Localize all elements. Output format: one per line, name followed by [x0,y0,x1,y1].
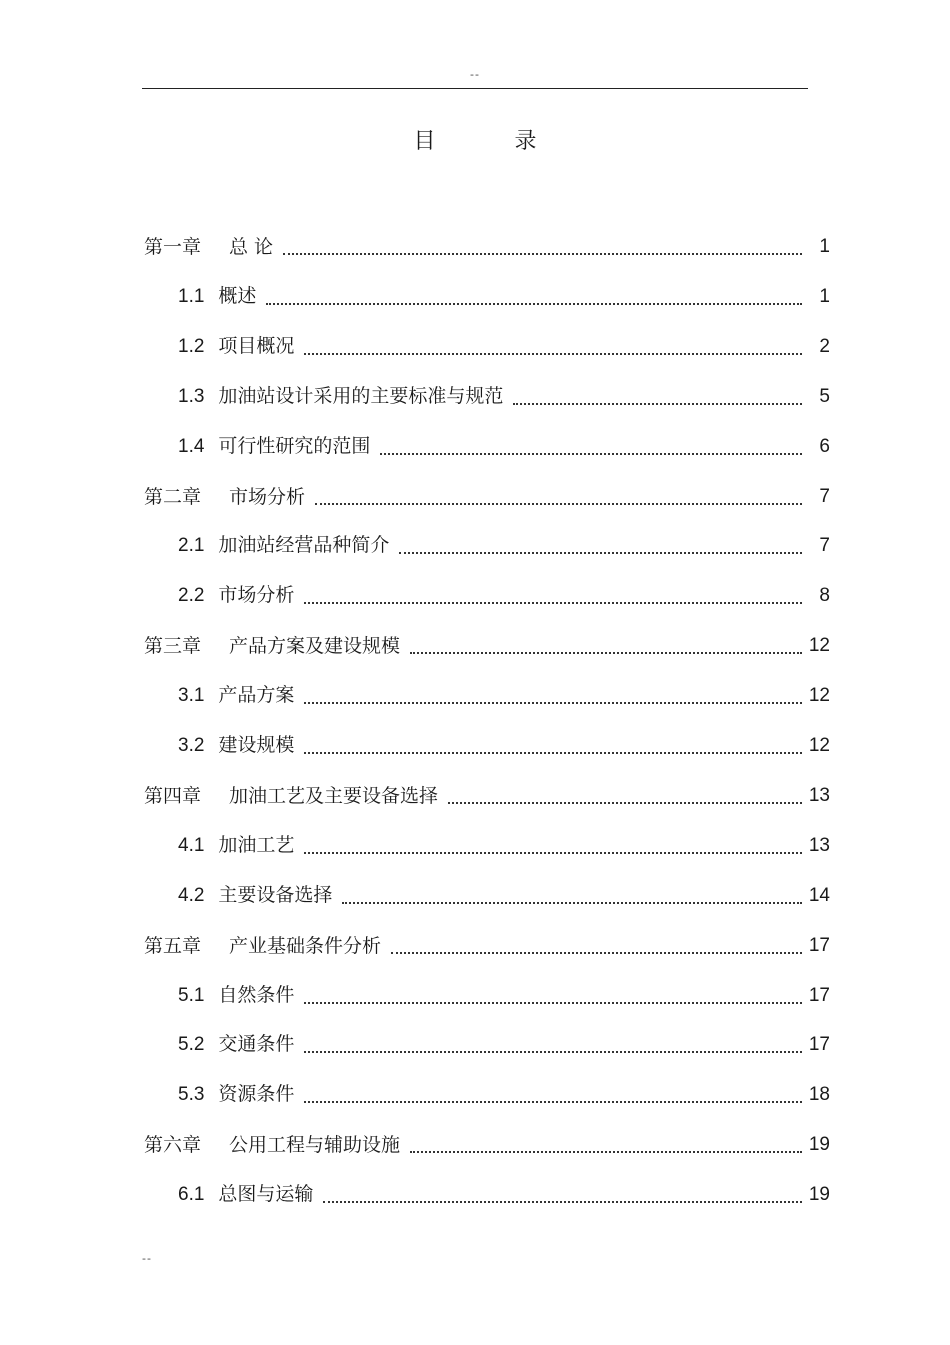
toc-entry-number: 1.4 [178,435,205,457]
toc-entry-number: 1.2 [178,335,205,357]
toc-entry-page: 17 [808,984,830,1006]
toc-entry-page: 13 [808,834,830,856]
toc-entry-number: 6.1 [178,1184,205,1206]
toc-entry-number: 2.1 [178,535,205,557]
footer-mark: -- [142,1252,152,1265]
dot-leader [391,952,802,954]
toc-entry-title: 概述 [218,284,257,307]
dot-leader [266,303,802,305]
toc-entry[interactable] [0,871,950,909]
dot-leader [304,1002,802,1004]
toc-entry-label [178,882,342,909]
toc-entry-title: 市场分析 [218,584,295,607]
dot-leader [304,1101,802,1103]
toc-entry-number: 1.1 [178,285,205,307]
toc-entry-number: 1.3 [178,385,205,407]
toc-entry-title: 主要设备选择 [218,883,333,906]
toc-entry-page: 12 [808,685,830,707]
dot-leader [410,652,802,654]
toc-entry[interactable] [0,721,950,759]
toc-entry-title: 加油站经营品种简介 [218,534,390,557]
toc-entry-title: 公用工程与辅助设施 [229,1134,401,1157]
toc-entry-label [144,484,315,510]
toc-entry-number: 第四章 [144,784,202,807]
toc-entry-label [178,532,399,559]
toc-entry[interactable] [0,921,950,959]
header-mark: -- [470,68,480,81]
toc-entry-page: 8 [819,585,830,607]
toc-entry[interactable] [0,821,950,859]
toc-entry-title: 产品方案及建设规模 [229,635,401,658]
toc-entry-title: 可行性研究的范围 [218,434,371,457]
toc-entry-page: 2 [819,335,830,357]
dot-leader [304,752,802,754]
toc-entry-label [178,383,513,410]
toc-entry-page: 18 [808,1084,830,1106]
toc-entry-page: 1 [819,236,830,257]
toc-entry-label [178,433,380,460]
toc-entry-number: 4.2 [178,884,205,906]
toc-entry[interactable] [0,1070,950,1108]
toc-entry[interactable] [0,771,950,809]
toc-entry-label [144,783,448,809]
toc-entry-label [178,1081,304,1108]
toc-entry[interactable] [0,671,950,709]
toc-entry-label [178,682,304,709]
toc-entry-title: 自然条件 [218,983,295,1006]
toc-entry-page: 19 [808,1184,830,1206]
toc-entry[interactable] [0,521,950,559]
toc-entry-label [178,582,304,609]
toc-entry-number: 5.2 [178,1034,205,1056]
toc-entry[interactable] [0,1170,950,1208]
toc-entry[interactable] [0,322,950,360]
dot-leader [304,702,802,704]
toc-entry-title: 产业基础条件分析 [229,934,382,957]
toc-entry-number: 5.3 [178,1084,205,1106]
dot-leader [513,403,802,405]
toc-entry-number: 第五章 [144,934,202,957]
toc-entry-label [178,1031,304,1058]
toc-entry-page: 12 [808,635,830,657]
toc-entry-page: 7 [819,535,830,557]
dot-leader [304,852,802,854]
toc-entry-number: 第六章 [144,1134,202,1157]
dot-leader [304,1051,802,1053]
dot-leader [304,602,802,604]
toc-entry-number: 5.1 [178,984,205,1006]
toc-entry-page: 1 [819,285,830,307]
toc-entry-page: 17 [808,1034,830,1056]
toc-entry-label [178,732,304,759]
toc-entry-page: 13 [808,784,830,806]
dot-leader [304,353,802,355]
dot-leader [342,902,802,904]
toc-entry-title: 市场分析 [229,485,306,508]
header-rule [142,88,808,89]
toc-entry-page: 7 [819,485,830,507]
toc-entry-page: 17 [808,934,830,956]
toc-entry-number: 第二章 [144,485,202,508]
toc-entry[interactable] [0,621,950,659]
toc-entry-number: 3.2 [178,735,205,756]
toc-entry-number: 第三章 [144,635,202,658]
toc-entry-title: 交通条件 [218,1033,295,1056]
toc-entry-label [144,234,283,260]
toc-entry[interactable] [0,1020,950,1058]
toc-entry-title: 总图与运输 [218,1183,314,1206]
toc-entry[interactable] [0,571,950,609]
dot-leader [410,1151,802,1153]
dot-leader [380,453,802,455]
toc-entry-page: 19 [808,1134,830,1156]
toc-entry-title: 产品方案 [218,684,295,707]
toc-entry-title: 建设规模 [218,734,295,756]
toc-entry-title: 加油工艺及主要设备选择 [229,784,439,807]
toc-entry-title: 项目概况 [218,334,295,357]
toc-entry-title: 资源条件 [218,1083,295,1106]
toc-entry[interactable] [0,372,950,410]
toc-entry-label [178,832,304,859]
toc-entry-number: 2.2 [178,585,205,607]
toc-entry[interactable] [0,272,950,310]
toc-entry-page: 14 [808,884,830,906]
toc-entry[interactable] [0,971,950,1009]
toc-entry[interactable] [0,472,950,510]
toc-entry-label [144,1132,410,1158]
toc-entry[interactable] [0,422,950,460]
toc-entry-page: 6 [819,435,830,457]
dot-leader [323,1201,802,1203]
dot-leader [399,552,802,554]
dot-leader [283,253,802,255]
toc-entry-title: 总 论 [229,236,274,258]
toc-entry-label [144,633,410,659]
toc-entry-page: 5 [819,385,830,407]
toc-entry-title: 加油站设计采用的主要标准与规范 [218,384,504,407]
dot-leader [448,802,802,804]
toc-entry-page: 12 [808,735,830,756]
toc-entry-label [178,333,304,360]
dot-leader [315,503,802,505]
toc-entry-label [144,933,391,959]
toc-entry-label [178,283,266,310]
toc-entry-number: 3.1 [178,685,205,707]
toc-entry-number: 第一章 [144,236,202,258]
toc-title: 目 录 [413,129,573,154]
toc-entry[interactable] [0,1120,950,1158]
toc-entry-label [178,982,304,1009]
toc-entry-number: 4.1 [178,834,205,856]
toc-entry-title: 加油工艺 [218,833,295,856]
toc-entry[interactable] [0,222,950,260]
toc-entry-label [178,1181,323,1208]
